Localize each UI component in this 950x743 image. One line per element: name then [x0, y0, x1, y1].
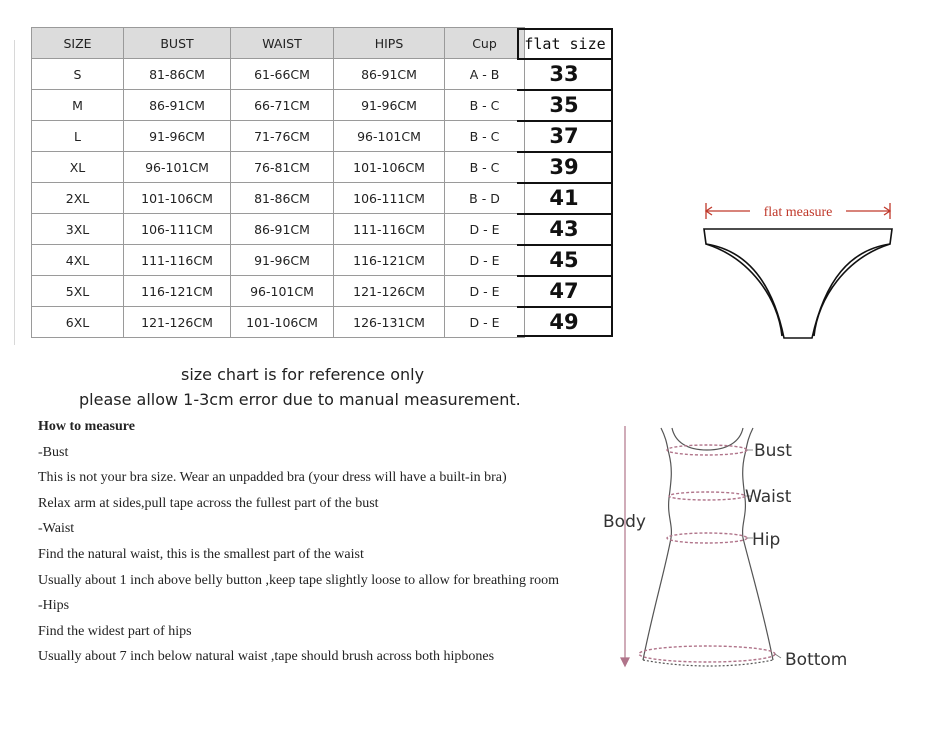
- howto-line: Usually about 1 inch above belly button ,keep tape slightly loose to allow for breathing room: [38, 572, 560, 588]
- cell-cup: D - E: [445, 214, 525, 245]
- flat-size-value: 45: [517, 244, 613, 275]
- flat-size-header: flat size: [517, 28, 613, 58]
- flat-size-value: 41: [517, 182, 613, 213]
- dress-label-body: Body: [603, 512, 646, 532]
- table-row: [32, 245, 525, 276]
- flat-size-value: 49: [517, 306, 613, 337]
- header-cup: Cup: [445, 28, 525, 59]
- table-row: [32, 307, 525, 338]
- header-bust: BUST: [124, 28, 231, 59]
- left-divider: [14, 40, 15, 345]
- flat-size-value: 39: [517, 151, 613, 182]
- dress-label-bust: Bust: [754, 441, 792, 461]
- cell-size: L: [32, 121, 124, 152]
- cell-hips: 91-96CM: [334, 90, 445, 121]
- cell-hips: 86-91CM: [334, 59, 445, 90]
- cell-size: 2XL: [32, 183, 124, 214]
- cell-hips: 106-111CM: [334, 183, 445, 214]
- header-hips: HIPS: [334, 28, 445, 59]
- cell-size: 5XL: [32, 276, 124, 307]
- dress-label-hip: Hip: [752, 530, 781, 550]
- cell-waist: 76-81CM: [231, 152, 334, 183]
- cell-cup: B - C: [445, 90, 525, 121]
- table-row: [32, 59, 525, 90]
- cell-bust: 111-116CM: [124, 245, 231, 276]
- cell-waist: 101-106CM: [231, 307, 334, 338]
- cell-hips: 126-131CM: [334, 307, 445, 338]
- cell-hips: 116-121CM: [334, 245, 445, 276]
- cell-cup: D - E: [445, 307, 525, 338]
- table-row: [32, 121, 525, 152]
- cell-bust: 96-101CM: [124, 152, 231, 183]
- howto-line: Relax arm at sides,pull tape across the fullest part of the bust: [38, 495, 379, 511]
- cell-cup: B - D: [445, 183, 525, 214]
- table-row: [32, 276, 525, 307]
- note-reference: size chart is for reference only: [181, 365, 425, 384]
- flat-size-value: 37: [517, 120, 613, 151]
- cell-size: 4XL: [32, 245, 124, 276]
- cell-bust: 106-111CM: [124, 214, 231, 245]
- header-size: SIZE: [32, 28, 124, 59]
- howto-line: -Waist: [38, 521, 75, 537]
- cell-hips: 96-101CM: [334, 121, 445, 152]
- cell-bust: 101-106CM: [124, 183, 231, 214]
- table-row: [32, 214, 525, 245]
- flat-measure-label: flat measure: [763, 205, 833, 220]
- howto-line: Find the natural waist, this is the smallest part of the waist: [38, 546, 364, 562]
- howto-line: This is not your bra size. Wear an unpadded bra (your dress will have a built-in bra): [38, 470, 507, 486]
- flat-size-value: 35: [517, 89, 613, 120]
- how-to-measure-section: [38, 418, 598, 674]
- cell-waist: 71-76CM: [231, 121, 334, 152]
- dress-label-waist: Waist: [745, 487, 792, 507]
- cell-size: 6XL: [32, 307, 124, 338]
- briefs-icon: [704, 229, 892, 338]
- cell-bust: 121-126CM: [124, 307, 231, 338]
- flat-size-value: 33: [517, 58, 613, 89]
- table-header-row: [32, 28, 525, 59]
- tape-lines: [639, 445, 775, 662]
- cell-waist: 86-91CM: [231, 214, 334, 245]
- howto-line: Find the widest part of hips: [38, 623, 192, 639]
- dress-measure-diagram: [595, 420, 855, 678]
- cell-cup: D - E: [445, 245, 525, 276]
- table-row: [32, 90, 525, 121]
- cell-size: S: [32, 59, 124, 90]
- cell-waist: 96-101CM: [231, 276, 334, 307]
- howto-title: How to measure: [38, 419, 135, 434]
- flat-size-value: 43: [517, 213, 613, 244]
- cell-cup: B - C: [445, 121, 525, 152]
- table-row: [32, 183, 525, 214]
- cell-waist: 81-86CM: [231, 183, 334, 214]
- body-length-arrow-icon: [621, 426, 629, 666]
- cell-bust: 81-86CM: [124, 59, 231, 90]
- cell-waist: 91-96CM: [231, 245, 334, 276]
- note-error: please allow 1-3cm error due to manual measurement.: [79, 390, 521, 409]
- howto-line: -Bust: [38, 444, 69, 460]
- cell-waist: 66-71CM: [231, 90, 334, 121]
- cell-size: 3XL: [32, 214, 124, 245]
- cell-cup: D - E: [445, 276, 525, 307]
- cell-hips: 121-126CM: [334, 276, 445, 307]
- flat-measure-diagram: [700, 198, 900, 343]
- size-chart-table: [31, 27, 525, 338]
- header-waist: WAIST: [231, 28, 334, 59]
- howto-line: -Hips: [38, 598, 70, 614]
- cell-cup: B - C: [445, 152, 525, 183]
- cell-hips: 101-106CM: [334, 152, 445, 183]
- cell-size: XL: [32, 152, 124, 183]
- cell-bust: 116-121CM: [124, 276, 231, 307]
- cell-size: M: [32, 90, 124, 121]
- table-row: [32, 152, 525, 183]
- flat-size-column: [517, 28, 613, 337]
- dress-label-bottom: Bottom: [785, 650, 848, 670]
- cell-bust: 91-96CM: [124, 121, 231, 152]
- cell-hips: 111-116CM: [334, 214, 445, 245]
- cell-bust: 86-91CM: [124, 90, 231, 121]
- pointer-lines: [745, 450, 781, 658]
- cell-cup: A - B: [445, 59, 525, 90]
- cell-waist: 61-66CM: [231, 59, 334, 90]
- flat-size-value: 47: [517, 275, 613, 306]
- howto-line: Usually about 7 inch below natural waist ,tape should brush across both hipbones: [38, 649, 495, 665]
